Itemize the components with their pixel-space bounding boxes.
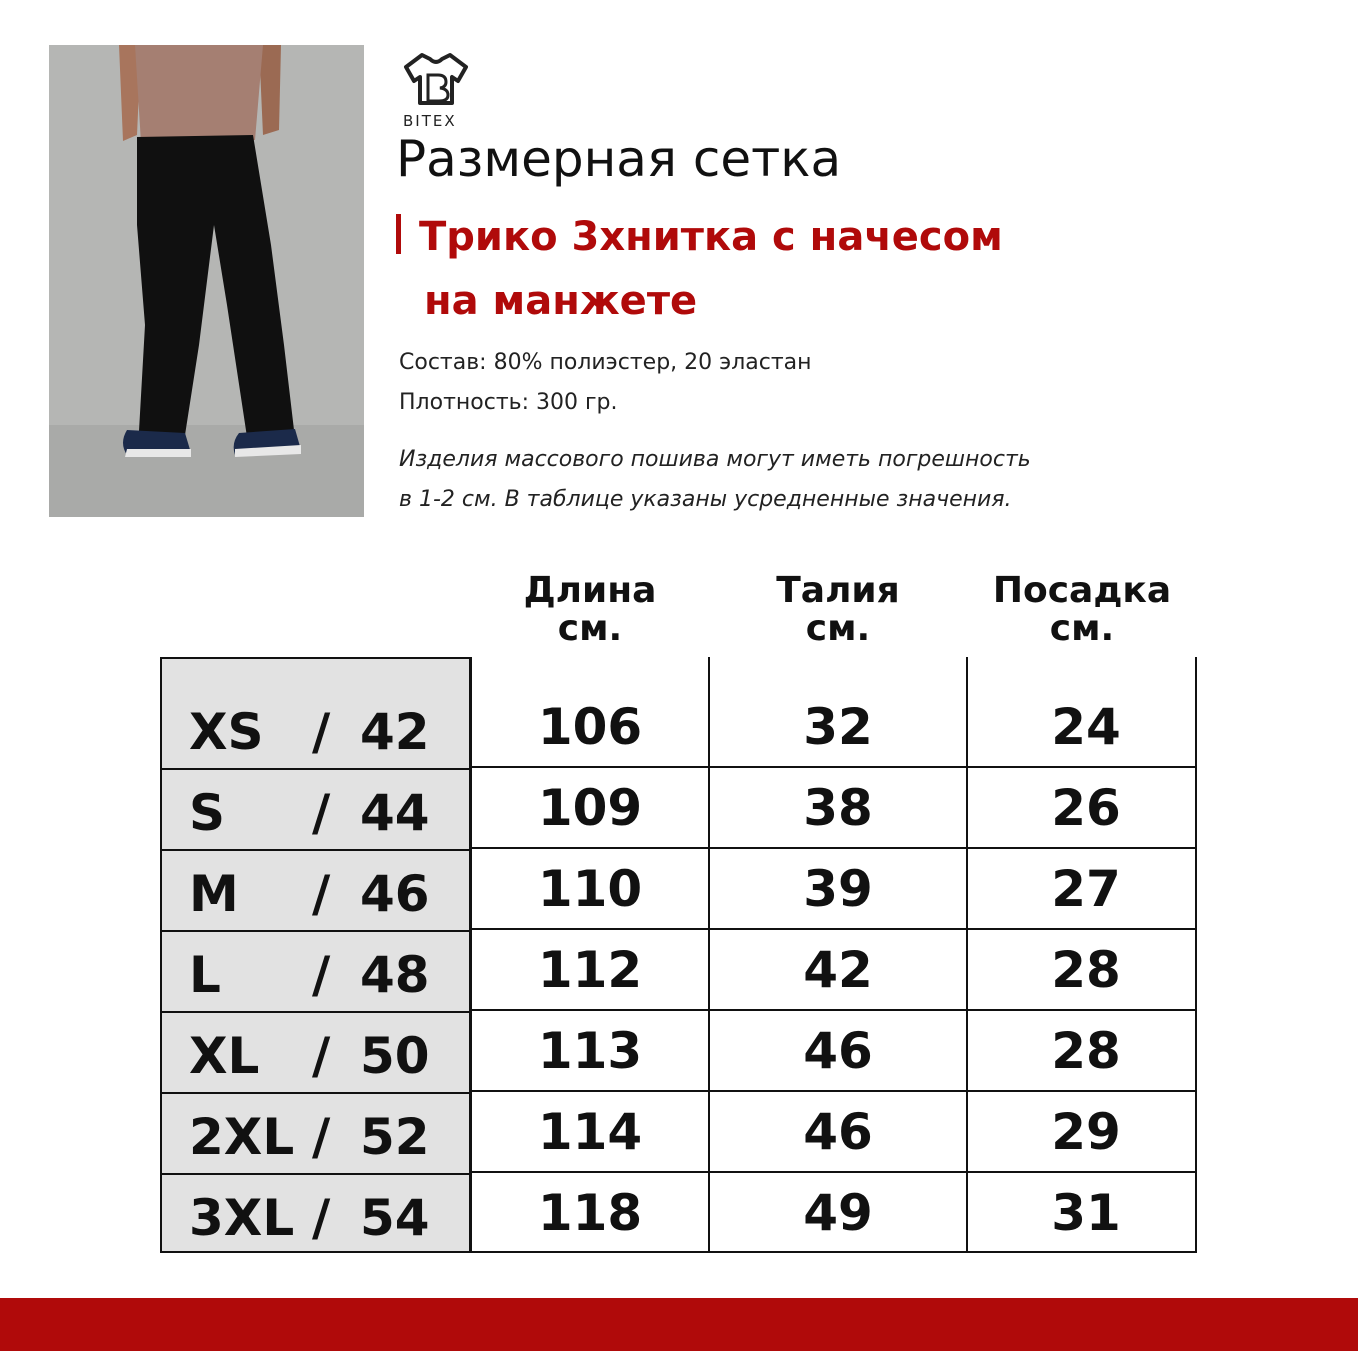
size-separator: / bbox=[312, 703, 331, 761]
table-row bbox=[162, 1175, 469, 1256]
table-cell: 109 bbox=[537, 779, 643, 837]
footer-bar bbox=[0, 1298, 1358, 1351]
table-cell: 28 bbox=[1051, 941, 1121, 999]
size-separator: / bbox=[312, 1108, 331, 1166]
brand-name: BITEX bbox=[403, 112, 457, 130]
size-label: L bbox=[189, 946, 221, 1004]
ru-size: 50 bbox=[360, 1027, 430, 1085]
table-cell: 38 bbox=[803, 779, 873, 837]
table-cell: 42 bbox=[803, 941, 873, 999]
size-column bbox=[160, 657, 471, 1253]
ru-size: 48 bbox=[360, 946, 430, 1004]
column-header-length bbox=[471, 572, 709, 648]
ru-size: 42 bbox=[360, 703, 430, 761]
product-photo bbox=[49, 45, 364, 517]
column-unit: см. bbox=[805, 608, 871, 649]
table-cell: 29 bbox=[1051, 1103, 1121, 1161]
size-label: M bbox=[189, 865, 239, 923]
size-separator: / bbox=[312, 1189, 331, 1247]
table-cell: 46 bbox=[803, 1103, 873, 1161]
page-title: Размерная сетка bbox=[396, 130, 842, 188]
size-separator: / bbox=[312, 1027, 331, 1085]
accent-bar bbox=[396, 214, 401, 254]
ru-size: 44 bbox=[360, 784, 430, 842]
model-in-pants-illustration bbox=[49, 45, 364, 517]
table-cell: 31 bbox=[1051, 1184, 1121, 1242]
table-row bbox=[162, 689, 469, 770]
table-cell: 49 bbox=[803, 1184, 873, 1242]
size-label: S bbox=[189, 784, 226, 842]
ru-size: 52 bbox=[360, 1108, 430, 1166]
table-cell: 24 bbox=[1051, 698, 1121, 756]
product-subtitle bbox=[396, 205, 1003, 333]
column-unit: см. bbox=[1049, 608, 1115, 649]
subtitle-line-2: на манжете bbox=[424, 278, 698, 324]
size-label: 2XL bbox=[189, 1108, 295, 1166]
note-line-1: Изделия массового пошива могут иметь погрешность bbox=[399, 447, 1031, 472]
composition-text: Состав: 80% полиэстер, 20 эластан bbox=[399, 350, 812, 375]
column-name: Талия bbox=[776, 570, 900, 611]
column-header-rise bbox=[967, 572, 1197, 648]
table-cell: 106 bbox=[537, 698, 643, 756]
column-name: Длина bbox=[523, 570, 657, 611]
table-row bbox=[162, 770, 469, 851]
table-cell: 113 bbox=[537, 1022, 643, 1080]
table-cell: 32 bbox=[803, 698, 873, 756]
size-separator: / bbox=[312, 784, 331, 842]
tolerance-note bbox=[399, 440, 1031, 520]
table-cell: 110 bbox=[537, 860, 643, 918]
table-row bbox=[162, 851, 469, 932]
table-cell: 46 bbox=[803, 1022, 873, 1080]
column-unit: см. bbox=[557, 608, 623, 649]
table-row bbox=[162, 1013, 469, 1094]
column-header-waist bbox=[709, 572, 967, 648]
note-line-2: в 1-2 см. В таблице указаны усредненные значения. bbox=[399, 487, 1012, 512]
table-cell: 27 bbox=[1051, 860, 1121, 918]
table-cell: 118 bbox=[537, 1184, 643, 1242]
subtitle-line-1: Трико 3хнитка с начесом bbox=[419, 214, 1003, 260]
size-separator: / bbox=[312, 946, 331, 1004]
table-cell: 28 bbox=[1051, 1022, 1121, 1080]
size-label: 3XL bbox=[189, 1189, 295, 1247]
table-row bbox=[162, 1094, 469, 1175]
table-cell: 114 bbox=[537, 1103, 643, 1161]
ru-size: 54 bbox=[360, 1189, 430, 1247]
density-text: Плотность: 300 гр. bbox=[399, 390, 618, 415]
table-cell: 26 bbox=[1051, 779, 1121, 837]
table-cell: 112 bbox=[537, 941, 643, 999]
size-separator: / bbox=[312, 865, 331, 923]
size-label: XL bbox=[189, 1027, 260, 1085]
column-name: Посадка bbox=[992, 570, 1172, 611]
size-label: XS bbox=[189, 703, 264, 761]
table-cell: 39 bbox=[803, 860, 873, 918]
ru-size: 46 bbox=[360, 865, 430, 923]
table-row bbox=[162, 932, 469, 1013]
